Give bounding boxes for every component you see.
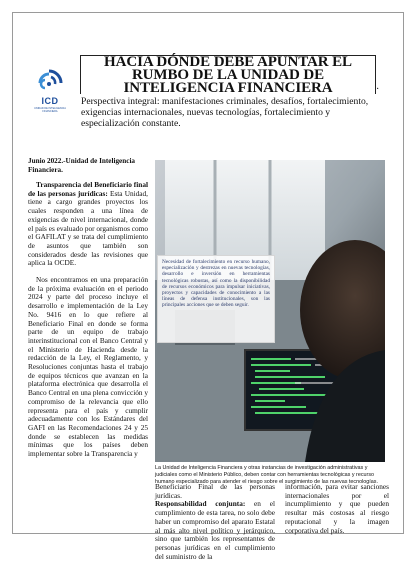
mid-line-1: Beneficiario Final de las personas jurídicas.: [155, 482, 275, 500]
right-para: información, para evitar sanciones internacionales por el incumplimiento y que pueden resultar más costosas al riesgo reputacional y la imagen corporativa del país.: [285, 482, 389, 535]
bullet-dot: ·: [376, 84, 380, 95]
headline: HACIA DÓNDE DEBE APUNTAR EL RUMBO DE LA UNIDAD DE INTELIGENCIA FINANCIERA: [104, 54, 352, 96]
date-line: Junio 2022.-Unidad de Inteligencia Financiera.: [28, 157, 136, 174]
left-column: [28, 181, 148, 467]
lead-heading: Transparencia del Beneficiario final de las personas jurídicas:: [28, 180, 148, 198]
right-column: [285, 483, 389, 535]
subtitle: Perspectiva integral: manifestaciones criminales, desafíos, fortalecimiento, exigencias internacionales, nuevas tecnologías, fortalecimiento y especialización constante.: [81, 96, 369, 129]
logo-subtext: UNIDAD DE INTELIGENCIA FINANCIERA: [34, 107, 66, 113]
mid-para: [155, 500, 275, 561]
mid-para-text: en el cumplimiento de esta tarea, no solo debe haber un compromiso del aparato Estatal al más alto nivel político y jerárquico, sino que también los representantes de personas jurídicas en el cumplimiento del suministro de la: [155, 499, 275, 561]
photo-caption: La Unidad de Inteligencia Financiera y otras instancias de investigación administrativas y judiciales como el Ministerio Público, deben contar con herramientas tecnológicas y recurso humano especializado para atender el riesgo sobre el surgimiento de las nuevas tecnologías.: [155, 465, 378, 485]
left-para-1: [28, 181, 148, 268]
overlay-text: Necesidad de fortalecimiento en recurso humano, especialización y destrezas en nuevas tecnologías, desarrollo e inversión en herramientas tecnológicas robustas, así como la disponibilidad de recursos económicos para impulsar iniciativas, proyectos y capacidades de conocimiento a las líneas de defensa institucionales, son las principales acciones que se deben seguir.: [162, 259, 270, 309]
left-para-2: Nos encontramos en una preparación de la próxima evaluación en el periodo 2024 y parte del proceso incluye el desarrollo e implementación de la Ley No. 9416 en lo que refiere al Beneficiario Final en donde se forma parte de un equipo de trabajo interinstitucional con el Banco Central y el Ministerio de Hacienda desde la redacción de la Ley, el Reglamento, y Resoluciones conjuntas hasta el trabajo de equipos técnicos que avanzan en la plataforma electrónica que desarrolla el Banco Central en una plena convicción y compromiso de la relevancia que ello representa para el país y cumplir adecuadamente con los Estándares del GAFI en las Recomendaciones 24 y 25 donde se establecen las medidas mínimas que los países deben implementar sobre la Transparencia y: [28, 275, 148, 459]
mid-lead-heading: Responsabilidad conjunta:: [155, 499, 246, 509]
left-para-1-text: Esta Unidad, tiene a cargo grandes proyectos los cuales responden a una línea de exigencias de nivel internacional, donde el país es evaluado por organismos como el GAFILAT y se trata del cumplimiento de asuntos que también son considerados desde las revisiones que aplica la OCDE.: [28, 188, 148, 268]
logo-text: ICD: [41, 96, 59, 106]
middle-column: [155, 483, 275, 561]
